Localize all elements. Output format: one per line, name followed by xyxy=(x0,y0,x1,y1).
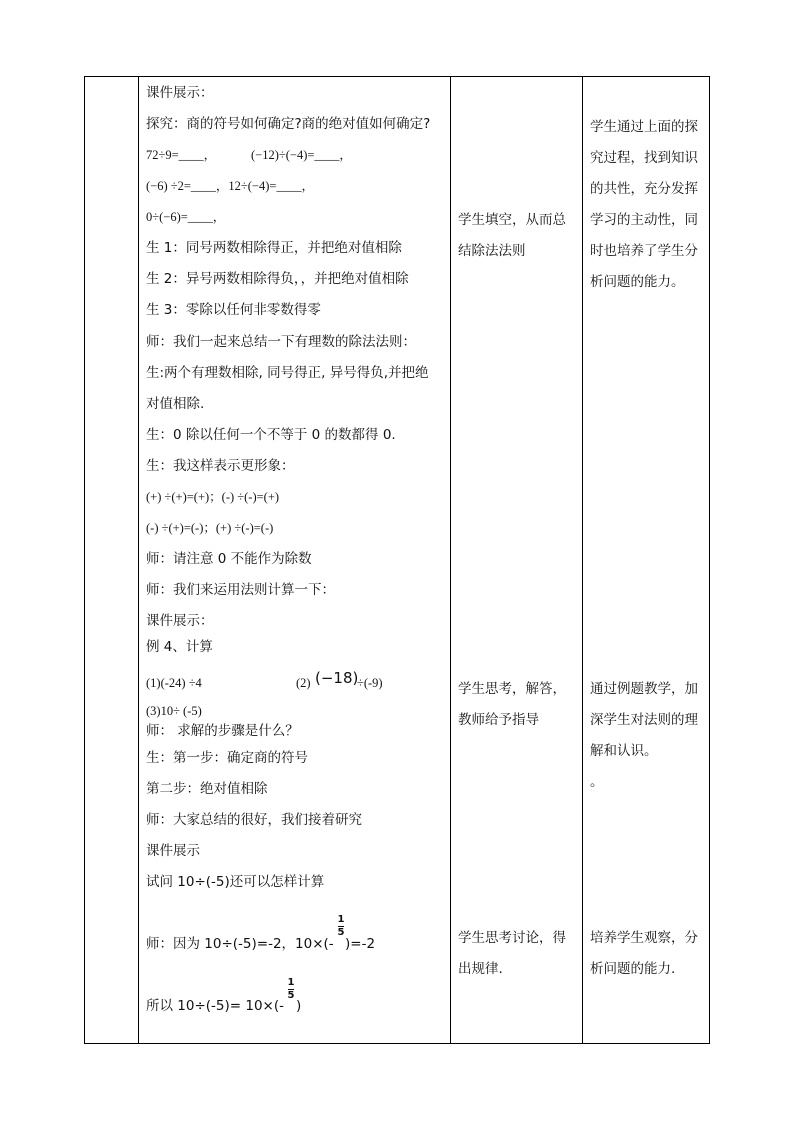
teacher-instruction: 师：我们来运用法则计算一下： xyxy=(146,582,335,598)
division-rule: 生:两个有理数相除, 同号得正, 异号得负,并把绝 xyxy=(146,365,429,381)
blank-exercise: (−6) ÷2=____，12÷(−4)=____， xyxy=(146,179,314,193)
blank-exercise: (−12)÷(−4)=____， xyxy=(251,148,352,162)
column-divider-3 xyxy=(582,77,583,1043)
activity-text: 学生思考，解答， xyxy=(458,681,566,697)
intent-text: 解和认识。 xyxy=(590,743,658,759)
therefore-line: 所以 10÷(-5)= 10×(- xyxy=(146,998,285,1014)
intent-text: 培养学生观察，分 xyxy=(590,930,698,946)
example-item-3: (3)10÷ (-5) xyxy=(146,704,202,718)
therefore-close: ) xyxy=(296,998,302,1014)
example-title: 例 4、计算 xyxy=(146,639,213,655)
teacher-note: 师：请注意 0 不能作为除数 xyxy=(146,551,312,567)
fraction-numerator: 1 xyxy=(287,977,295,988)
fraction-denominator: 5 xyxy=(337,927,345,938)
intent-text: 。 xyxy=(590,774,604,790)
sign-rule-line: (-) ÷(+)=(-)；(+) ÷(-)=(-) xyxy=(146,521,274,535)
student-answer-2: 生 2：异号两数相除得负，，并把绝对值相除 xyxy=(146,271,409,287)
fraction-numerator: 1 xyxy=(337,914,345,925)
student-answer-3: 生 3：零除以任何非零数得零 xyxy=(146,302,321,318)
intent-text: 析问题的能力。 xyxy=(590,274,685,290)
intent-text: 的共性，充分发挥 xyxy=(590,181,698,197)
intent-text: 学习的主动性，同 xyxy=(590,212,698,228)
intent-text: 究过程，找到知识 xyxy=(590,150,698,166)
activity-text: 结除法法则 xyxy=(458,243,526,259)
intent-text: 学生通过上面的探 xyxy=(590,119,698,135)
example-item-2-label: (2) xyxy=(296,676,311,690)
activity-text: 学生思考讨论，得 xyxy=(458,930,566,946)
example-item-2-divisor: ÷(-9) xyxy=(357,676,383,690)
step-one: 生：第一步：确定商的符号 xyxy=(146,750,308,766)
courseware-heading: 课件展示： xyxy=(146,85,214,101)
activity-text: 学生填空，从而总 xyxy=(458,212,566,228)
step-two: 第二步：绝对值相除 xyxy=(146,781,268,797)
division-rule-cont: 对值相除. xyxy=(146,396,205,412)
teacher-because-result: )=-2 xyxy=(345,936,376,952)
question-line: 试问 10÷(-5)还可以怎样计算 xyxy=(146,874,325,890)
activity-text: 教师给予指导 xyxy=(458,712,539,728)
sign-rule-line: (+) ÷(+)=(+)；(-) ÷(-)=(+) xyxy=(146,490,280,504)
student-remark: 生：我这样表示更形象： xyxy=(146,458,295,474)
example-item-1: (1)(-24) ÷4 xyxy=(146,676,202,690)
intent-text: 析问题的能力. xyxy=(590,961,676,977)
fraction-denominator: 5 xyxy=(287,990,295,1001)
zero-rule: 生：0 除以任何一个不等于 0 的数都得 0. xyxy=(146,427,396,443)
teacher-summary-prompt: 师：我们一起来总结一下有理数的除法法则： xyxy=(146,334,416,350)
column-divider-2 xyxy=(450,77,451,1043)
explore-question: 探究：商的符号如何确定?商的绝对值如何确定? xyxy=(146,116,431,132)
column-divider-1 xyxy=(138,77,139,1043)
blank-exercise: 0÷(−6)=____， xyxy=(146,210,226,224)
courseware-heading: 课件展示 xyxy=(146,843,200,859)
intent-text: 通过例题教学，加 xyxy=(590,681,698,697)
teacher-because: 师：因为 10÷(-5)=-2，10×(- xyxy=(146,936,334,952)
blank-exercise: 72÷9=____， xyxy=(146,148,217,162)
teacher-question: 师： 求解的步骤是什么？ xyxy=(146,723,299,739)
courseware-heading: 课件展示： xyxy=(146,613,214,629)
activity-text: 出规律. xyxy=(458,961,503,977)
student-answer-1: 生 1：同号两数相除得正，并把绝对值相除 xyxy=(146,240,402,256)
intent-text: 时也培养了学生分 xyxy=(590,243,698,259)
intent-text: 深学生对法则的理 xyxy=(590,712,698,728)
example-item-2-number: (−18) xyxy=(315,669,359,687)
teacher-praise: 师：大家总结的很好，我们接着研究 xyxy=(146,812,362,828)
